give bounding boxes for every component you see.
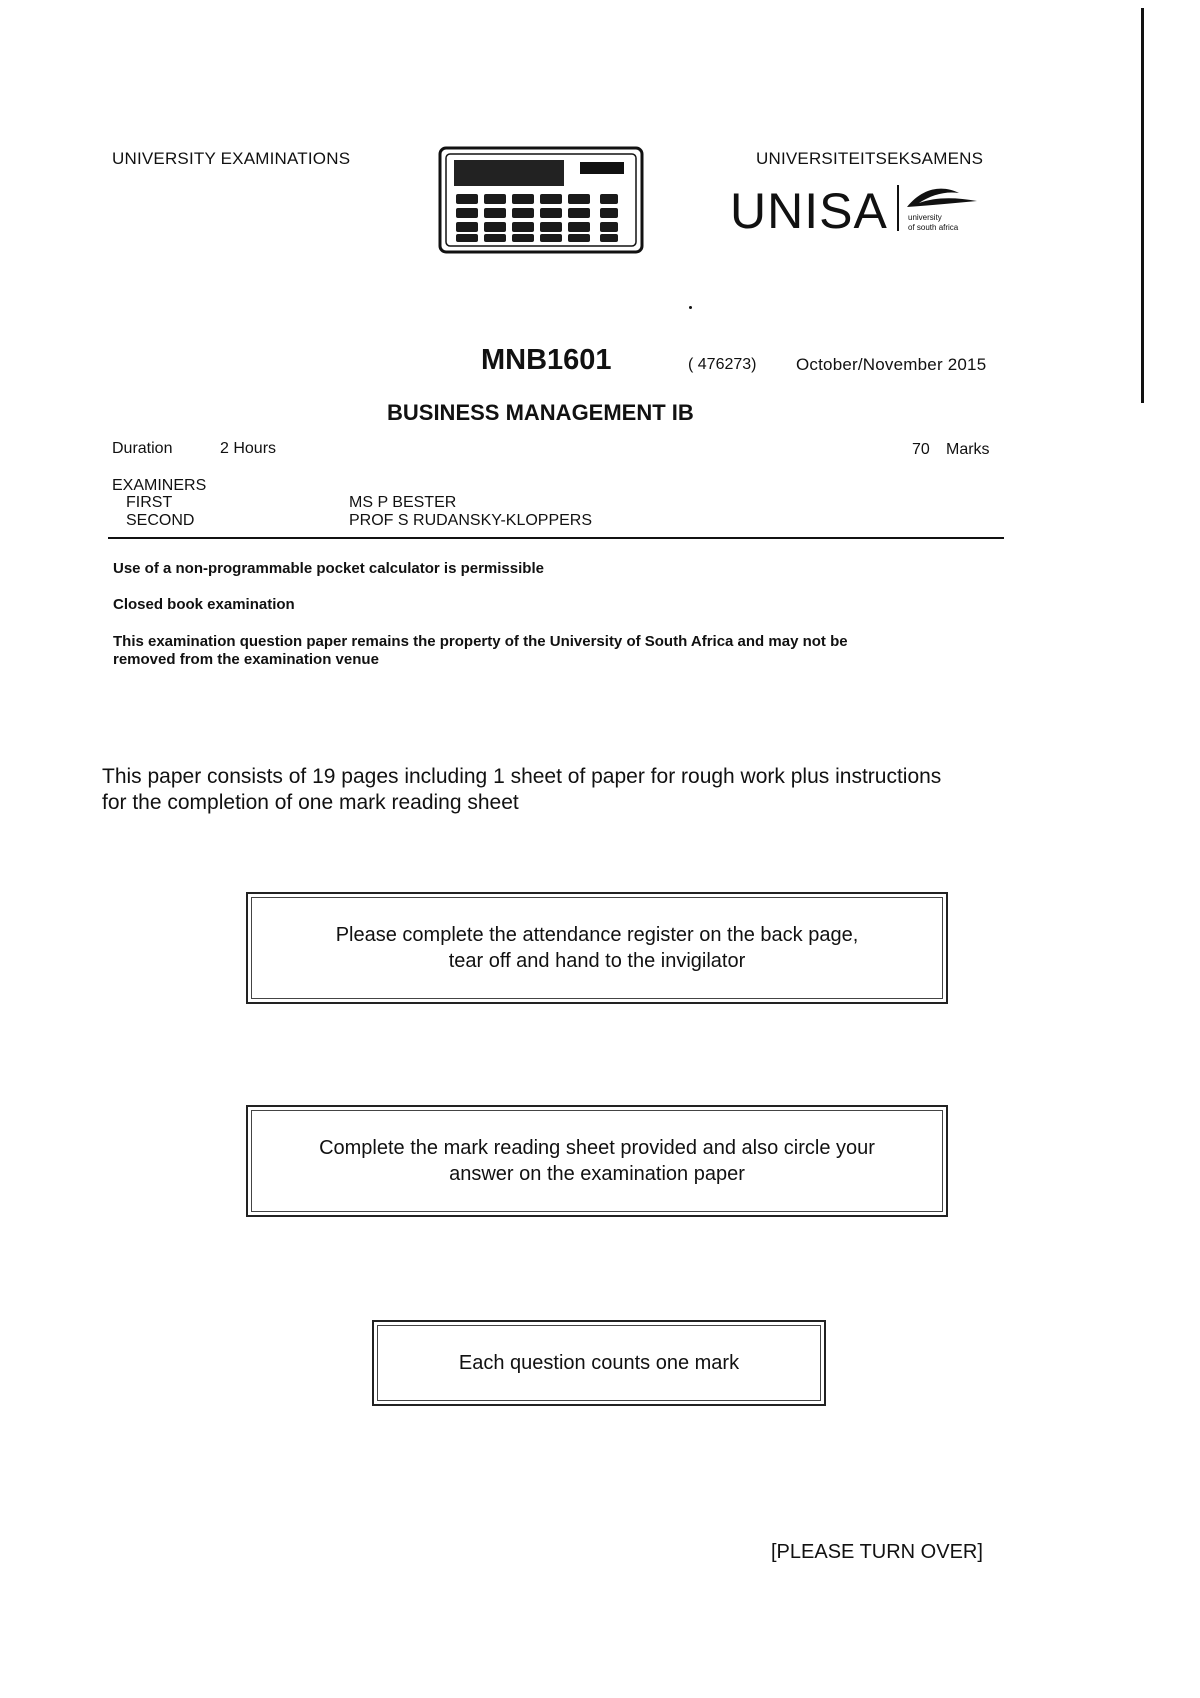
notice-calculator: Use of a non-programmable pocket calculator is permissible xyxy=(113,560,544,577)
unisa-tagline-1: university xyxy=(908,213,942,222)
exam-title: BUSINESS MANAGEMENT IB xyxy=(387,400,694,425)
unisa-wordmark: UNISA xyxy=(730,183,888,239)
header-left: UNIVERSITY EXAMINATIONS xyxy=(112,149,351,168)
exam-session: October/November 2015 xyxy=(796,355,987,374)
header-divider xyxy=(108,537,1004,539)
marks-label: Marks xyxy=(946,441,990,458)
mark-sheet-line1: Complete the mark reading sheet provided and also circle your xyxy=(319,1137,875,1159)
unisa-logo xyxy=(730,183,990,243)
notice-property-line1: This examination question paper remains the property of the University of South Africa and may not be xyxy=(113,633,848,650)
attendance-line1: Please complete the attendance register on the back page, xyxy=(335,924,859,946)
each-question-box xyxy=(372,1320,826,1406)
examiner-first-label: FIRST xyxy=(126,494,173,511)
unisa-tagline-2: of south africa xyxy=(908,223,959,232)
duration-label: Duration xyxy=(112,440,173,457)
marks-value: 70 xyxy=(912,441,930,458)
paper-number: ( 476273) xyxy=(688,356,757,373)
exam-code: MNB1601 xyxy=(481,344,612,376)
calculator-icon xyxy=(438,146,644,259)
examiner-second-label: SECOND xyxy=(126,512,195,529)
notice-closed-book: Closed book examination xyxy=(113,596,295,613)
paper-info-line1: This paper consists of 19 pages including 1 sheet of paper for rough work plus instructions xyxy=(102,765,942,788)
turn-over: [PLEASE TURN OVER] xyxy=(771,1541,983,1563)
each-question-text: Each question counts one mark xyxy=(458,1352,740,1374)
mark-sheet-box xyxy=(246,1105,948,1217)
attendance-box xyxy=(246,892,948,1004)
scan-edge-line xyxy=(1141,8,1144,403)
examiners-heading: EXAMINERS xyxy=(112,477,207,494)
examiner-second-name: PROF S RUDANSKY-KLOPPERS xyxy=(349,512,593,529)
notice-property-line2: removed from the examination venue xyxy=(113,651,379,668)
paper-info-line2: for the completion of one mark reading sheet xyxy=(102,791,519,814)
duration-value: 2 Hours xyxy=(220,440,277,457)
attendance-line2: tear off and hand to the invigilator xyxy=(448,950,746,972)
header-right: UNIVERSITEITSEKSAMENS xyxy=(756,149,984,168)
examiner-first-name: MS P BESTER xyxy=(349,494,457,511)
scan-dot xyxy=(689,306,692,309)
mark-sheet-line2: answer on the examination paper xyxy=(449,1163,745,1185)
